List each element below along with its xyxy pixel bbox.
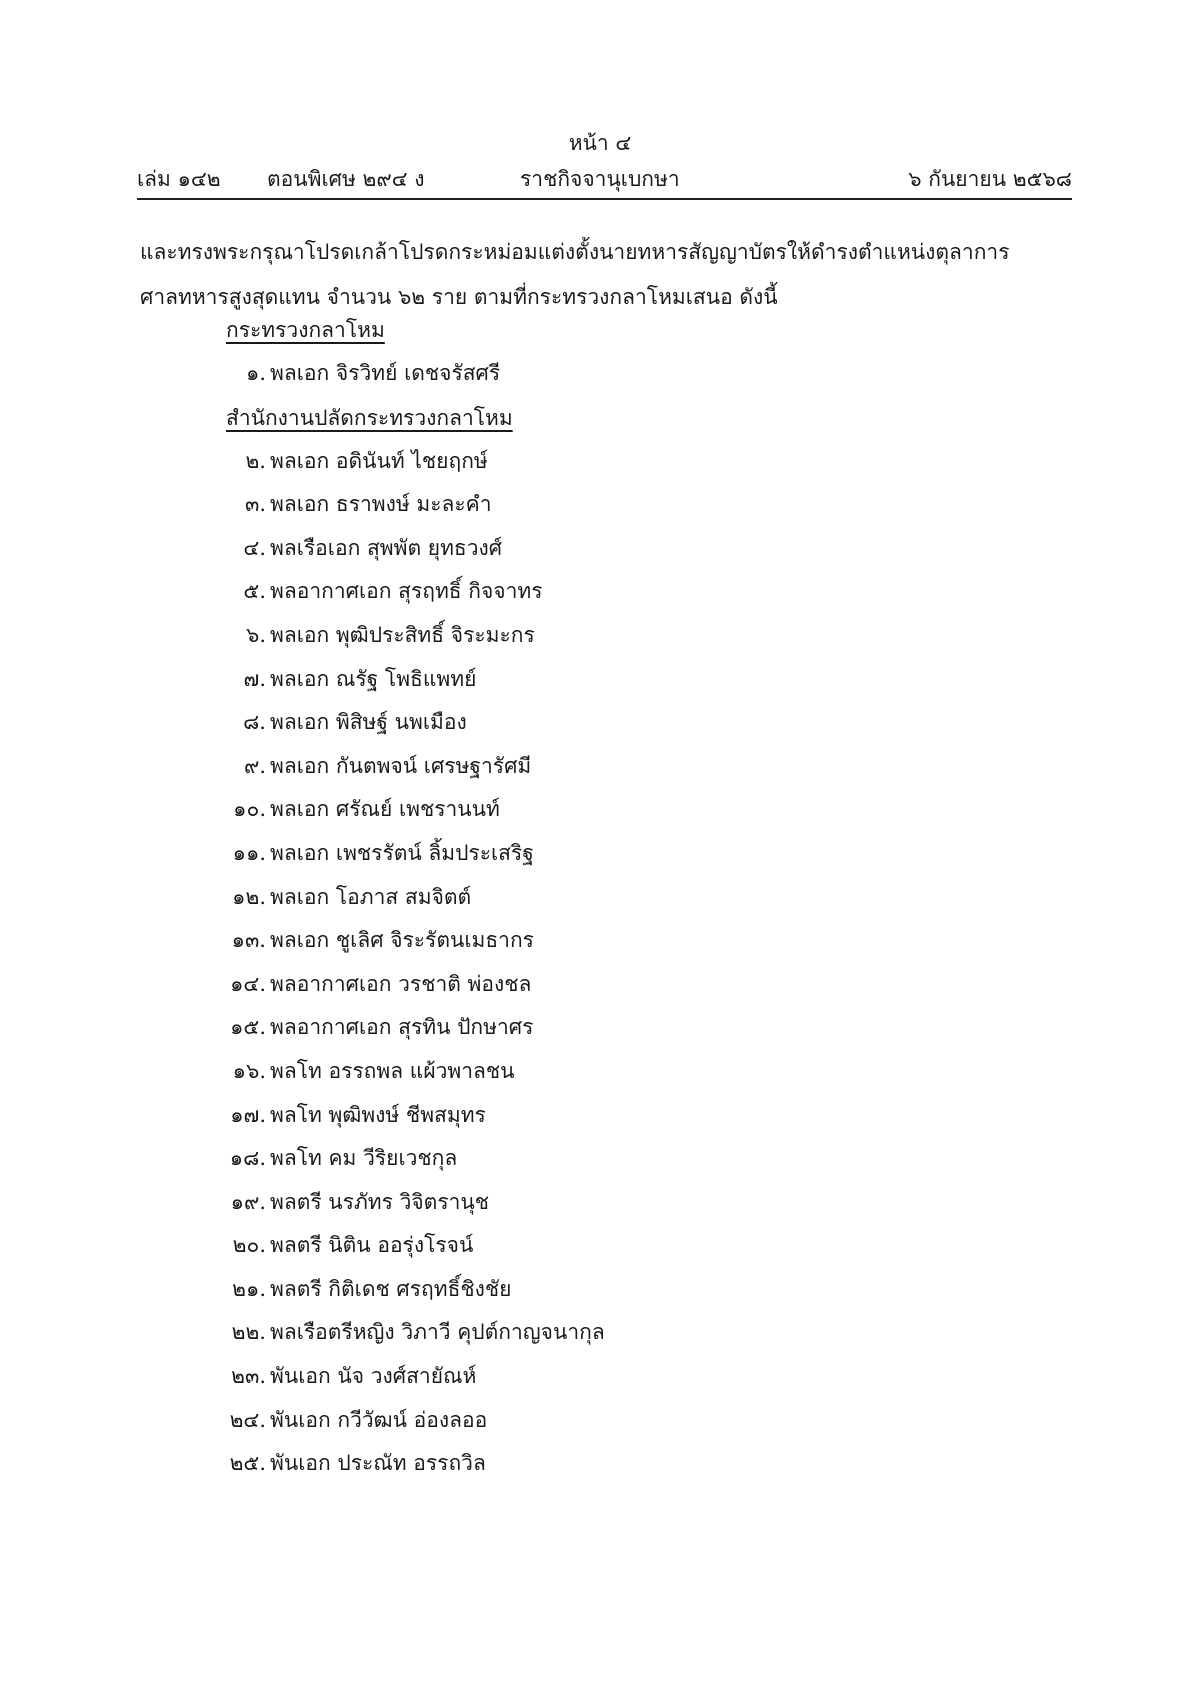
item-number: ๒๑. xyxy=(232,1276,266,1301)
item-number: ๑๗. xyxy=(230,1102,266,1127)
officer-name: พลอากาศเอก สุรทิน ปักษาศร xyxy=(270,1015,534,1040)
item-number: ๑๘. xyxy=(229,1146,266,1171)
list-item xyxy=(210,876,1010,920)
officer-name: พลเอก พุฒิประสิทธิ์ จิระมะกร xyxy=(270,622,535,647)
list-item xyxy=(210,1311,1010,1355)
item-number: ๔. xyxy=(243,535,266,560)
gazette-name: ราชกิจจานุเบกษา xyxy=(520,167,680,191)
gazette-header xyxy=(137,164,1072,196)
list-item xyxy=(210,352,1010,396)
officer-name: พลเอก ธราพงษ์ มะละคำ xyxy=(270,492,492,517)
intro-line-2: ศาลทหารสูงสุดแทน จำนวน ๖๒ ราย ตามที่กระทรวงกลาโหมเสนอ ดังนี้ xyxy=(140,285,778,309)
intro-line-1: และทรงพระกรุณาโปรดเกล้าโปรดกระหม่อมแต่งตั้งนายทหารสัญญาบัตรให้ดำรงตำแหน่งตุลาการ xyxy=(140,240,1010,264)
officer-name: พลตรี นิติน ออรุ่งโรจน์ xyxy=(270,1233,474,1258)
section-heading: กระทรวงกลาโหม xyxy=(226,318,385,342)
list-item xyxy=(210,1006,1010,1050)
officer-name: พลเรือเอก สุพพัต ยุทธวงศ์ xyxy=(270,535,503,560)
item-number: ๑๙. xyxy=(230,1189,266,1214)
list-item xyxy=(210,1050,1010,1094)
list-item xyxy=(210,440,1010,484)
officer-name: พลเอก จิรวิทย์ เดชจรัสศรี xyxy=(270,361,501,385)
issue-label: ตอนพิเศษ ๒๙๔ ง xyxy=(267,167,425,191)
item-number: ๙. xyxy=(243,753,266,778)
officer-name: พลเอก ศรัณย์ เพชรานนท์ xyxy=(270,797,500,822)
list-item xyxy=(210,1137,1010,1181)
officer-name: พันเอก ประณัท อรรถวิล xyxy=(270,1451,486,1476)
list-item xyxy=(210,527,1010,571)
item-number: ๑๕. xyxy=(230,1015,266,1040)
list-item xyxy=(210,963,1010,1007)
officer-name: พลอากาศเอก สุรฤทธิ์ กิจจาทร xyxy=(270,579,543,604)
list-item xyxy=(210,745,1010,789)
item-number: ๒. xyxy=(245,448,266,473)
item-number: ๖. xyxy=(245,622,266,647)
item-number: ๒๕. xyxy=(229,1451,266,1476)
list-item xyxy=(210,1224,1010,1268)
item-number: ๒๐. xyxy=(232,1233,266,1258)
list-item xyxy=(210,1181,1010,1225)
officer-name: พลตรี กิติเดช ศรฤทธิ์ชิงชัย xyxy=(270,1276,512,1301)
page-number: หน้า ๔ xyxy=(568,131,632,155)
item-number: ๕. xyxy=(243,579,266,604)
list-item xyxy=(210,1355,1010,1399)
list-item xyxy=(210,919,1010,963)
item-number: ๘. xyxy=(243,710,266,735)
item-number: ๒๓. xyxy=(231,1364,266,1389)
list-item xyxy=(210,701,1010,745)
list-item xyxy=(210,788,1010,832)
item-number: ๓. xyxy=(244,492,266,517)
officer-name: พลอากาศเอก วรชาติ พ่องชล xyxy=(270,971,532,996)
officer-name: พลเอก อดินันท์ ไชยฤกษ์ xyxy=(270,448,488,473)
list-item xyxy=(210,1399,1010,1443)
intro-paragraph xyxy=(140,230,1070,320)
officer-name: พลเอก ณรัฐ โพธิแพทย์ xyxy=(270,666,477,691)
list-item xyxy=(210,483,1010,527)
list-item xyxy=(210,832,1010,876)
item-number: ๑๓. xyxy=(231,928,266,953)
officer-name: พลเรือตรีหญิง วิภาวี คุปต์กาญจนากุล xyxy=(270,1320,605,1345)
item-number: ๗. xyxy=(243,666,266,691)
list-item xyxy=(210,1268,1010,1312)
officer-name: พันเอก นัจ วงศ์สายัณห์ xyxy=(270,1364,477,1389)
officer-name: พลโท คม วีริยเวชกุล xyxy=(270,1146,458,1171)
section-heading: สำนักงานปลัดกระทรวงกลาโหม xyxy=(226,405,513,430)
publication-date: ๖ กันยายน ๒๕๖๘ xyxy=(908,167,1072,191)
list-item xyxy=(210,1442,1010,1486)
item-number: ๑. xyxy=(245,361,266,385)
appointment-list xyxy=(210,308,1010,1486)
officer-name: พันเอก กวีวัฒน์ อ่องลออ xyxy=(270,1407,488,1432)
item-number: ๒๔. xyxy=(229,1407,266,1432)
officer-name: พลตรี นรภัทร วิจิตรานุช xyxy=(270,1189,489,1214)
list-item xyxy=(210,570,1010,614)
officer-name: พลโท พุฒิพงษ์ ชีพสมุทร xyxy=(270,1102,486,1127)
item-number: ๑๔. xyxy=(230,971,266,996)
item-number: ๑๒. xyxy=(232,884,266,909)
volume-label: เล่ม ๑๔๒ xyxy=(137,167,221,191)
officer-name: พลเอก ชูเลิศ จิระรัตนเมธากร xyxy=(270,928,534,953)
list-item xyxy=(210,1094,1010,1138)
header-divider xyxy=(137,198,1072,200)
item-number: ๑๑. xyxy=(232,840,266,865)
officer-name: พลเอก กันตพจน์ เศรษฐารัศมี xyxy=(270,753,532,778)
item-number: ๑๖. xyxy=(232,1058,266,1083)
officer-name: พลเอก โอภาส สมจิตต์ xyxy=(270,884,472,909)
list-item xyxy=(210,614,1010,658)
list-item xyxy=(210,658,1010,702)
officer-name: พลเอก พิสิษฐ์ นพเมือง xyxy=(270,710,467,735)
item-number: ๒๒. xyxy=(231,1320,266,1345)
item-number: ๑๐. xyxy=(233,797,266,822)
officer-name: พลโท อรรถพล แผ้วพาลชน xyxy=(270,1058,515,1083)
officer-name: พลเอก เพชรรัตน์ ลิ้มประเสริฐ xyxy=(270,840,534,865)
